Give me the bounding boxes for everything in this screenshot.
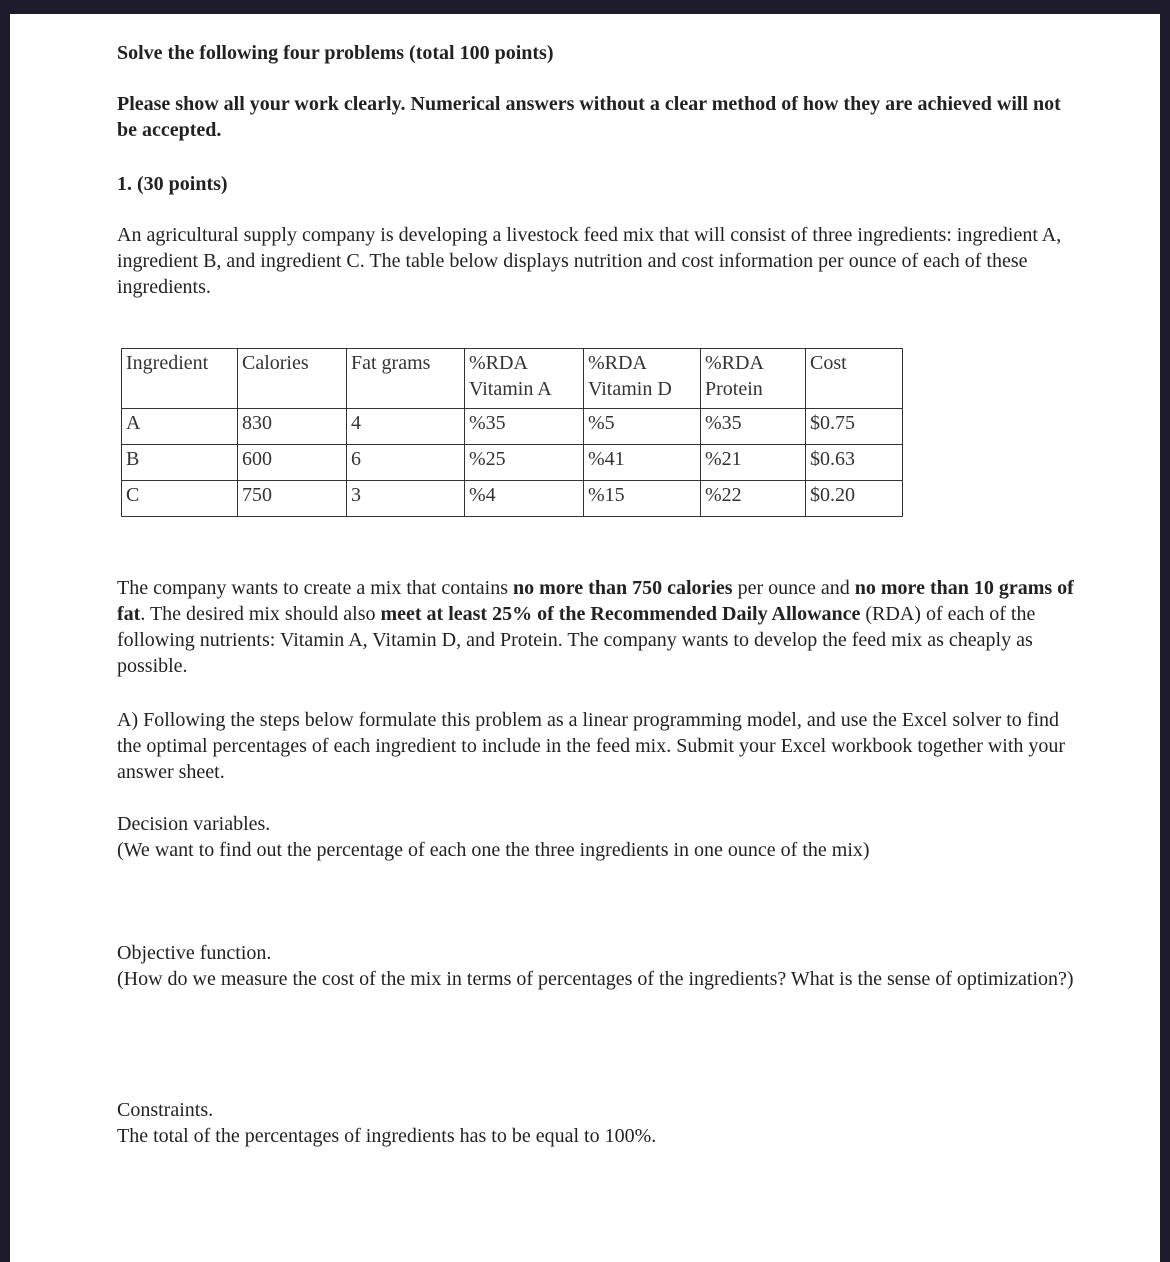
header-calories: Calories <box>238 349 347 409</box>
constraints-note: The total of the percentages of ingredients has to be equal to 100%. <box>117 1125 657 1147</box>
part-a-paragraph: A) Following the steps below formulate this problem as a linear programming model, and use the Excel solver to find the optimal percentages of each ingredient to include in the feed mix. Submit your Excel workbook together with your answer sheet. <box>117 709 1066 783</box>
objective-function-note: (How do we measure the cost of the mix in terms of percentages of the ingredients? What is the sense of optimization?) <box>117 968 1074 990</box>
header-cost: Cost <box>806 349 903 409</box>
document-page <box>10 14 1160 1262</box>
table-cell: %35 <box>465 409 584 445</box>
table-cell: $0.63 <box>806 445 903 481</box>
decision-variables-note: (We want to find out the percentage of each one the three ingredients in one ounce of the mix) <box>117 839 870 861</box>
table-cell: 830 <box>238 409 347 445</box>
table-cell: $0.20 <box>806 481 903 517</box>
header-ingredient: Ingredient <box>122 349 238 409</box>
table-cell: 3 <box>347 481 465 517</box>
table-cell: B <box>122 445 238 481</box>
constraints-title: Constraints. <box>117 1099 214 1121</box>
nutrition-table <box>121 348 903 517</box>
table-cell: %21 <box>701 445 806 481</box>
table-cell: %35 <box>701 409 806 445</box>
table-cell: %22 <box>701 481 806 517</box>
table-cell: %15 <box>584 481 701 517</box>
decision-variables-title: Decision variables. <box>117 813 271 835</box>
table-row <box>122 409 903 445</box>
table-cell: %4 <box>465 481 584 517</box>
table-cell: $0.75 <box>806 409 903 445</box>
table-cell: 6 <box>347 445 465 481</box>
table-cell: %5 <box>584 409 701 445</box>
table-cell: 4 <box>347 409 465 445</box>
instructions: Please show all your work clearly. Numerical answers without a clear method of how they are achieved will not be accepted. <box>117 93 1061 141</box>
table-cell: 600 <box>238 445 347 481</box>
table-header-row <box>122 349 903 409</box>
objective-function-title: Objective function. <box>117 942 272 964</box>
table-cell: %41 <box>584 445 701 481</box>
header-vitamin-d: %RDA Vitamin D <box>584 349 701 409</box>
table-row <box>122 445 903 481</box>
table-cell: %25 <box>465 445 584 481</box>
problem-intro: An agricultural supply company is developing a livestock feed mix that will consist of three ingredients: ingredient A, ingredient B, and ingredient C. The table below displays nutrition and cost information per ounce of each of these ingredients. <box>117 224 1062 298</box>
header-vitamin-a: %RDA Vitamin A <box>465 349 584 409</box>
table-cell: 750 <box>238 481 347 517</box>
table-row <box>122 481 903 517</box>
page-title: Solve the following four problems (total 100 points) <box>117 42 554 64</box>
problem-heading: 1. (30 points) <box>117 173 228 195</box>
header-protein: %RDA Protein <box>701 349 806 409</box>
requirements-paragraph: The company wants to create a mix that contains no more than 750 calories per ounce and no more than 10 grams of fat. The desired mix should also meet at least 25% of the Recommended Daily Allowance (RDA) of each of the following nutrients: Vitamin A, Vitamin D, and Protein. The company wants to develop the feed mix as cheaply as possible. <box>117 577 1074 677</box>
table-cell: C <box>122 481 238 517</box>
header-fat-grams: Fat grams <box>347 349 465 409</box>
table-cell: A <box>122 409 238 445</box>
